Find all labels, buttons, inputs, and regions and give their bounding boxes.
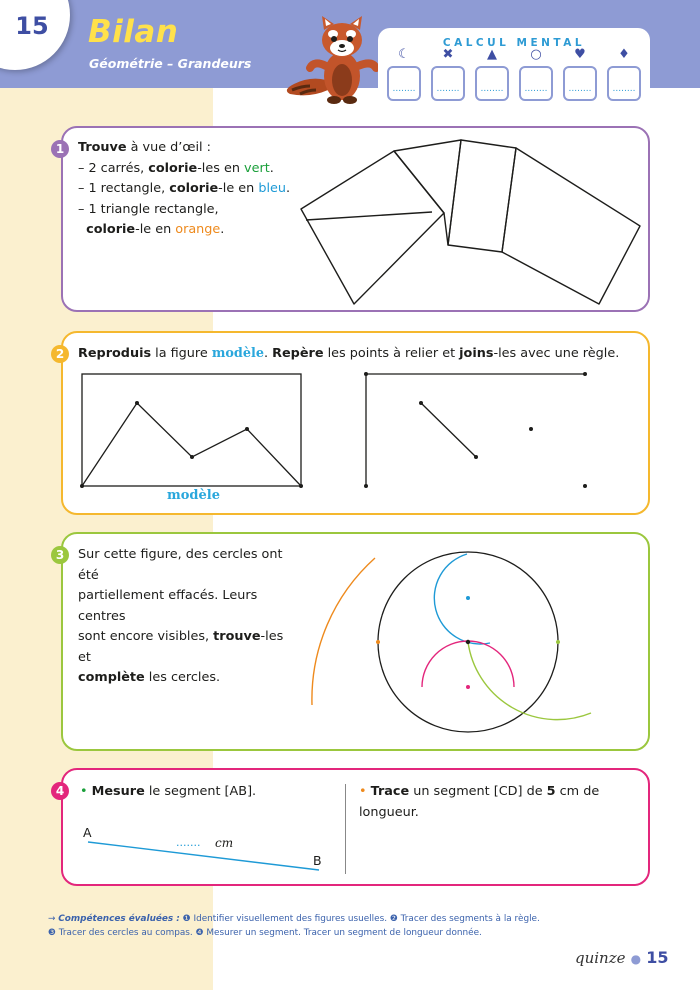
shape-left-quad — [301, 151, 444, 304]
shapes-figure — [63, 128, 652, 314]
point-a-label: A — [83, 825, 92, 840]
bullet-icon: ● — [630, 952, 642, 966]
pink-arc — [422, 641, 514, 687]
page-number: quinze ● 15 — [575, 948, 669, 967]
circles-figure[interactable] — [63, 534, 652, 753]
segment-drawing-area[interactable] — [359, 810, 639, 876]
circle-icon: ○ — [530, 47, 542, 62]
model-label: modèle — [167, 488, 220, 503]
cross-icon: ✖ — [442, 47, 454, 62]
segment-ab — [63, 770, 363, 888]
exercise-4-left-instructions: • Mesure le segment [AB]. — [80, 784, 257, 799]
skills-footer: → Compétences évaluées : ❶ Identifier visuellement des figures usuelles. ❷ Tracer des segments à la règle. ❸ Tracer des cercles au compas. ❹ Mesurer un segment. Tracer un segment de longueur donnée. — [48, 914, 540, 938]
lesson-number: 15 — [15, 12, 49, 40]
exercise-4-right-instructions: • Trace un segment [CD] de 5 cm de longueur. — [359, 784, 600, 820]
page-subtitle: Géométrie – Grandeurs — [89, 56, 252, 71]
calcul-answer-box-1[interactable]: ........ — [387, 66, 421, 101]
reproduction-grid[interactable] — [63, 333, 652, 517]
triangle-icon: ▲ — [487, 47, 497, 62]
calcul-answer-box-3[interactable]: ........ — [475, 66, 509, 101]
exercise-1-number: 1 — [51, 140, 69, 158]
red-panda-mascot-icon — [280, 10, 380, 106]
exercise-2-number: 2 — [51, 345, 69, 363]
exercise-4-number: 4 — [51, 782, 69, 800]
measure-blank[interactable]: ....... — [176, 836, 201, 849]
heart-icon: ♥ — [574, 47, 586, 62]
calcul-answer-box-4[interactable]: ........ — [519, 66, 553, 101]
repro-started-lines — [366, 374, 585, 486]
exercise-2-instructions: Reproduis la figure modèle. Repère les points à relier et joins-les avec une règle. — [78, 346, 620, 361]
exercise-1-instructions: Trouve à vue d’œil : – 2 carrés, colorie-les en vert. – 1 rectangle, colorie-le en bleu. – 1 triangle rectangle, colorie-le en orange. — [78, 140, 291, 237]
calcul-answer-box-5[interactable]: ........ — [563, 66, 597, 101]
shape-divider — [306, 212, 432, 220]
page-header — [0, 0, 700, 94]
measure-unit: cm — [215, 836, 234, 850]
calcul-mental-panel — [378, 28, 650, 108]
column-divider — [345, 784, 346, 874]
exercise-4-box — [55, 768, 650, 886]
orange-arc — [312, 558, 375, 705]
blue-arc — [434, 554, 490, 644]
moon-icon: ☾ — [398, 47, 410, 62]
calcul-answer-box-6[interactable]: ........ — [607, 66, 641, 101]
shape-right-square — [502, 148, 640, 304]
shape-center-rect — [448, 140, 516, 252]
exercise-2-box — [55, 331, 650, 515]
calcul-mental-title: CALCUL MENTAL — [442, 37, 586, 49]
exercise-3-box — [55, 532, 650, 751]
exercise-3-number: 3 — [51, 546, 69, 564]
repro-diagonal — [421, 403, 476, 457]
exercise-3-instructions: Sur cette figure, des cercles ont été partiellement effacés. Leurs centres sont encore visibles, trouve-les et complète les cercles. — [78, 547, 284, 685]
diamond-icon: ♦ — [618, 47, 630, 62]
page-title: Bilan — [88, 14, 179, 50]
point-b-label: B — [313, 853, 322, 868]
exercise-1-box — [55, 126, 650, 312]
calcul-answer-box-2[interactable]: ........ — [431, 66, 465, 101]
arrow-icon: → — [48, 914, 56, 924]
